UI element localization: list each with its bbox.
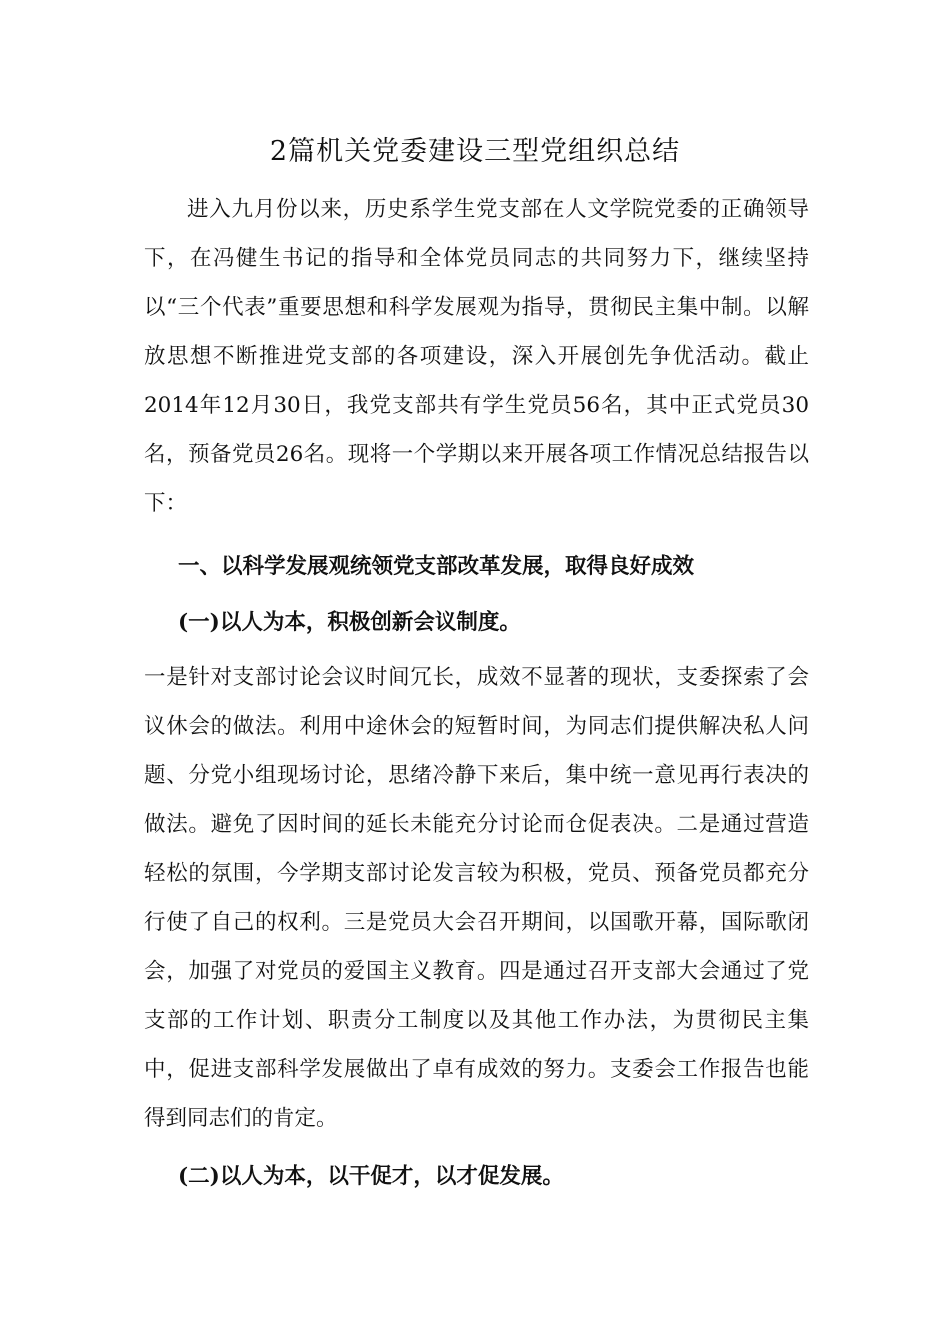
subsection-heading-1: (一)以人为本，积极创新会议制度。 [178, 610, 521, 635]
intro-paragraph: 进入九月份以来，历史系学生党支部在人文学院党委的正确领导下，在冯健生书记的指导和全体党员同志的共同努力下，继续坚持以“三个代表”重要思想和科学发展观为指导，贯彻民主集中制。以解放思想不断推进党支部的各项建设，深入开展创先争优活动。截止2014年12月30日，我党支部共有学生党员56名，其中正式党员30名，预备党员26名。现将一个学期以来开展各项工作情况总结报告以下： [144, 197, 809, 516]
document-title: 2篇机关党委建设三型党组织总结 [269, 136, 681, 167]
section-heading-1: 一、以科学发展观统领党支部改革发展，取得良好成效 [178, 554, 695, 579]
subsection-1-paragraph: 一是针对支部讨论会议时间冗长，成效不显著的现状，支委探索了会议休会的做法。利用中途休会的短暂时间，为同志们提供解决私人问题、分党小组现场讨论，思绪冷静下来后，集中统一意见再行表决的做法。避免了因时间的延长未能充分讨论而仓促表决。二是通过营造轻松的氛围，今学期支部讨论发言较为积极，党员、预备党员都充分行使了自己的权利。三是党员大会召开期间，以国歌开幕，国际歌闭会，加强了对党员的爱国主义教育。四是通过召开支部大会通过了党支部的工作计划、职责分工制度以及其他工作办法，为贯彻民主集中，促进支部科学发展做出了卓有成效的努力。支委会工作报告也能得到同志们的肯定。 [144, 665, 809, 1131]
subsection-heading-2: (二)以人为本，以干促才，以才促发展。 [178, 1164, 564, 1189]
